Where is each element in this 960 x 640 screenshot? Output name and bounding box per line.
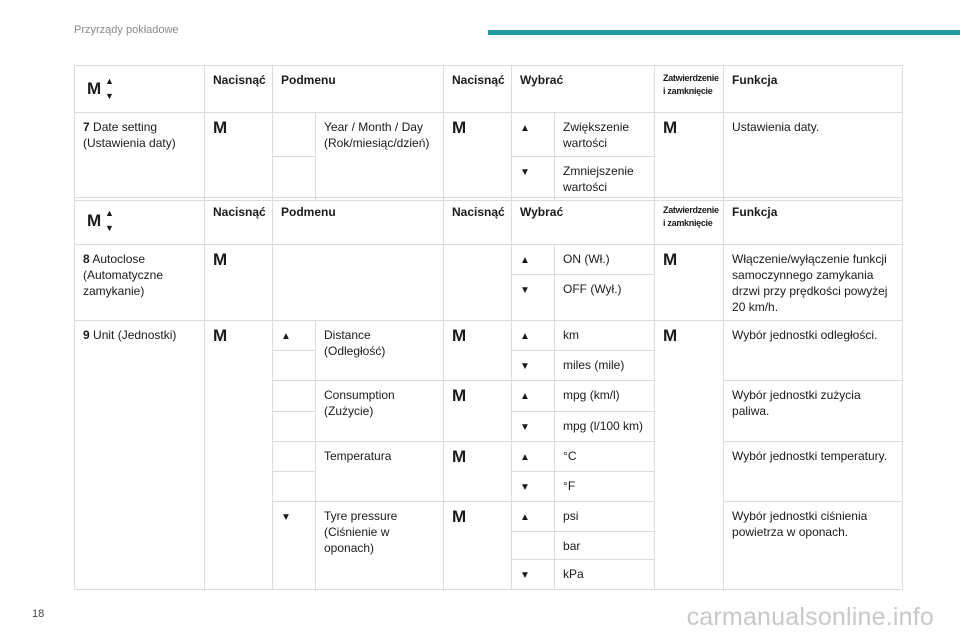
m-button-icon: M bbox=[213, 118, 228, 137]
option-kpa: kPa bbox=[555, 560, 655, 590]
option-increase: Zwiększenie wartości bbox=[555, 113, 655, 157]
m-button-icon: M bbox=[452, 447, 467, 466]
option-decrease: Zmniejszenie wartości bbox=[555, 157, 655, 201]
column-header-function: Funkcja bbox=[724, 66, 903, 113]
submenu-tyre-pressure: Tyre pressure (Ciśnienie w oponach) bbox=[316, 502, 444, 590]
date-settings-table bbox=[74, 65, 903, 201]
option-on: ON (Wł.) bbox=[555, 245, 655, 275]
column-header-press: Nacisnąć bbox=[205, 198, 273, 245]
arrow-up-icon: ▲ bbox=[520, 512, 530, 523]
m-button-icon: M bbox=[452, 386, 467, 405]
function-distance: Wybór jednostki odległości. bbox=[724, 321, 903, 381]
arrow-down-icon: ▼ bbox=[520, 361, 530, 372]
arrow-down-icon: ▼ bbox=[520, 285, 530, 296]
submenu-distance: Distance (Odległość) bbox=[316, 321, 444, 381]
m-button-icon: M bbox=[452, 507, 467, 526]
arrow-down-icon: ▼ bbox=[520, 422, 530, 433]
column-header-select: Wybrać bbox=[512, 198, 655, 245]
arrow-up-icon: ▲ bbox=[520, 331, 530, 342]
option-mpg-kml: mpg (km/l) bbox=[555, 381, 655, 412]
column-header-submenu: Podmenu bbox=[273, 66, 444, 113]
column-header-press2: Nacisnąć bbox=[444, 66, 512, 113]
arrow-down-icon: ▼ bbox=[520, 482, 530, 493]
option-fahrenheit: °F bbox=[555, 472, 655, 502]
header-menu-icon bbox=[75, 66, 205, 113]
arrow-down-icon: ▼ bbox=[105, 223, 114, 233]
arrow-up-icon: ▲ bbox=[105, 208, 114, 218]
arrow-up-icon: ▲ bbox=[520, 391, 530, 402]
option-off: OFF (Wył.) bbox=[555, 275, 655, 321]
function-date: Ustawienia daty. bbox=[724, 113, 903, 201]
arrow-up-icon: ▲ bbox=[281, 331, 291, 342]
arrow-up-icon: ▲ bbox=[105, 76, 114, 86]
arrow-down-icon: ▼ bbox=[105, 91, 114, 101]
option-mpg-l100: mpg (l/100 km) bbox=[555, 412, 655, 442]
function-temperature: Wybór jednostki temperatury. bbox=[724, 442, 903, 502]
m-button-icon: M bbox=[663, 250, 678, 269]
submenu-temperature: Temperatura bbox=[316, 442, 444, 502]
column-header-select: Wybrać bbox=[512, 66, 655, 113]
m-button-icon: M bbox=[663, 326, 678, 345]
header-menu-icon bbox=[75, 198, 205, 245]
function-consumption: Wybór jednostki zużycia paliwa. bbox=[724, 381, 903, 442]
m-button-icon: M bbox=[663, 118, 678, 137]
row-autoclose-label: 8 Autoclose (Automatyczne zamykanie) bbox=[75, 245, 205, 321]
arrow-up-icon: ▲ bbox=[520, 255, 530, 266]
row-date-setting-label: 7 Date setting (Ustawienia daty) bbox=[75, 113, 205, 201]
submenu-date: Year / Month / Day (Rok/miesiąc/dzień) bbox=[316, 113, 444, 201]
watermark: carmanualsonline.info bbox=[686, 603, 934, 631]
option-km: km bbox=[555, 321, 655, 351]
option-bar: bar bbox=[555, 532, 655, 560]
settings-table bbox=[74, 197, 903, 590]
m-button-icon: M bbox=[452, 326, 467, 345]
header-accent-bar bbox=[488, 30, 960, 35]
arrow-down-icon: ▼ bbox=[520, 167, 530, 178]
page-number: 18 bbox=[32, 608, 45, 620]
option-celsius: °C bbox=[555, 442, 655, 472]
m-button-icon: M bbox=[213, 326, 228, 345]
arrow-up-icon: ▲ bbox=[520, 452, 530, 463]
m-button-icon: M bbox=[87, 79, 102, 98]
column-header-function: Funkcja bbox=[724, 198, 903, 245]
m-button-icon: M bbox=[452, 118, 467, 137]
option-miles: miles (mile) bbox=[555, 351, 655, 381]
arrow-down-icon: ▼ bbox=[281, 512, 291, 523]
column-header-press2: Nacisnąć bbox=[444, 198, 512, 245]
m-button-icon: M bbox=[213, 250, 228, 269]
column-header-submenu: Podmenu bbox=[273, 198, 444, 245]
column-header-confirm: Zatwierdzenie i zamknięcie bbox=[655, 66, 724, 113]
row-unit-label: 9 Unit (Jednostki) bbox=[75, 321, 205, 590]
column-header-press: Nacisnąć bbox=[205, 66, 273, 113]
column-header-confirm: Zatwierdzenie i zamknięcie bbox=[655, 198, 724, 245]
option-psi: psi bbox=[555, 502, 655, 532]
function-tyre-pressure: Wybór jednostki ciśnienia powietrza w oponach. bbox=[724, 502, 903, 590]
submenu-consumption: Consumption (Zużycie) bbox=[316, 381, 444, 442]
arrow-up-icon: ▲ bbox=[520, 123, 530, 134]
function-autoclose: Włączenie/wyłączenie funkcji samoczynnego zamykania drzwi przy prędkości powyżej 20 km/h. bbox=[724, 245, 903, 321]
section-title: Przyrządy pokładowe bbox=[74, 24, 179, 36]
arrow-down-icon: ▼ bbox=[520, 570, 530, 581]
m-button-icon: M bbox=[87, 211, 102, 230]
